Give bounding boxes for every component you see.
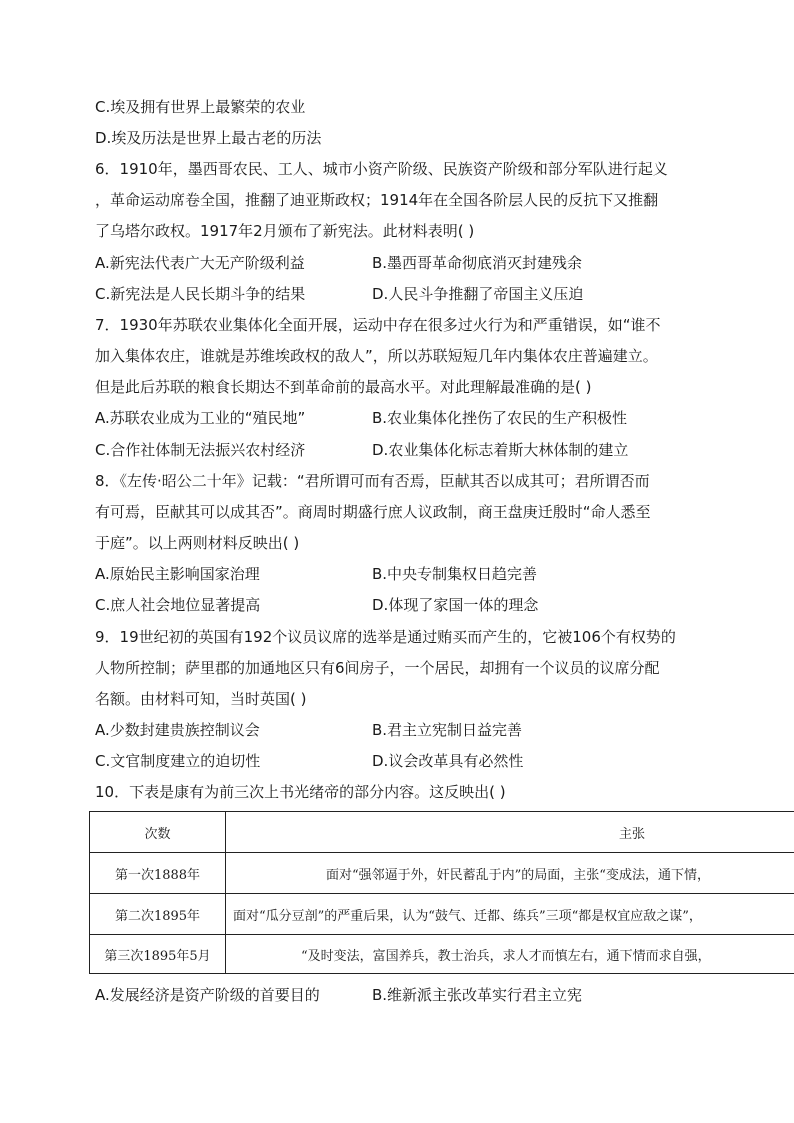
q9-stem-line-3: 名额。由材料可知，当时英国( ) (95, 690, 307, 708)
q9-option-b: B.君主立宪制日益完善 (372, 721, 523, 739)
q7-option-a: A.苏联农业成为工业的“殖民地” (95, 409, 306, 427)
table-cell-time: 第一次1888年 (90, 853, 226, 894)
q9-option-d: D.议会改革具有必然性 (372, 752, 524, 770)
q8-option-c: C.庶人社会地位显著提高 (95, 596, 261, 614)
q7-stem-line-3: 但是此后苏联的粮食长期达不到革命前的最高水平。对此理解最准确的是( ) (95, 378, 592, 396)
q9-option-a: A.少数封建贵族控制议会 (95, 721, 260, 739)
q7-stem-line-1: 7．1930年苏联农业集体化全面开展，运动中存在很多过火行为和严重错误，如“谁不 (95, 316, 661, 334)
q6-stem-line-1: 6．1910年，墨西哥农民、工人、城市小资产阶级、民族资产阶级和部分军队进行起义 (95, 160, 668, 178)
table-cell-time: 第三次1895年5月 (90, 935, 226, 974)
q6-stem-line-2: ，革命运动席卷全国，推翻了迪亚斯政权；1914年在全国各阶层人民的反抗下又推翻 (95, 191, 659, 209)
kang-youwei-petitions-table (89, 811, 794, 974)
q6-option-a: A.新宪法代表广大无产阶级利益 (95, 254, 305, 272)
q10-stem: 10．下表是康有为前三次上书光绪帝的部分内容。这反映出( ) (95, 783, 506, 801)
q7-option-d: D.农业集体化标志着斯大林体制的建立 (372, 441, 629, 459)
q7-stem-line-2: 加入集体农庄，谁就是苏维埃政权的敌人”，所以苏联短短几年内集体农庄普遍建立。 (95, 347, 658, 365)
table-header-row (90, 812, 794, 853)
q8-option-a: A.原始民主影响国家治理 (95, 565, 260, 583)
q5-option-d: D.埃及历法是世界上最古老的历法 (95, 129, 322, 147)
table-header-count: 次数 (90, 812, 226, 853)
q9-stem-line-1: 9．19世纪初的英国有192个议员议席的选举是通过贿买而产生的，它被106个有权势的 (95, 628, 676, 646)
q7-option-c: C.合作社体制无法振兴农村经济 (95, 441, 306, 459)
q9-option-c: C.文官制度建立的迫切性 (95, 752, 261, 770)
q8-option-b: B.中央专制集权日趋完善 (372, 565, 538, 583)
table-row (90, 935, 794, 974)
table-row (90, 853, 794, 894)
q7-option-b: B.农业集体化挫伤了农民的生产积极性 (372, 409, 628, 427)
q8-stem-line-2: 有可焉，臣献其可以成其否”。商周时期盛行庶人议政制，商王盘庚迁殷时“命人悉至 (95, 503, 651, 521)
q10-option-b: B.维新派主张改革实行君主立宪 (372, 986, 583, 1004)
table-header-proposal: 主张 (226, 812, 794, 853)
q6-stem-line-3: 了乌塔尔政权。1917年2月颁布了新宪法。此材料表明( ) (95, 222, 475, 240)
table-cell-time: 第二次1895年 (90, 894, 226, 935)
q8-stem-line-1: 8．《左传·昭公二十年》记载：“君所谓可而有否焉，臣献其否以成其可；君所谓否而 (95, 472, 650, 490)
q9-stem-line-2: 人物所控制；萨里郡的加通地区只有6间房子，一个居民，却拥有一个议员的议席分配 (95, 659, 660, 677)
q8-option-d: D.体现了家国一体的理念 (372, 596, 539, 614)
q10-option-a: A.发展经济是资产阶级的首要目的 (95, 986, 320, 1004)
q5-option-c: C.埃及拥有世界上最繁荣的农业 (95, 98, 306, 116)
q6-option-b: B.墨西哥革命彻底消灭封建残余 (372, 254, 583, 272)
q8-stem-line-3: 于庭”。以上两则材料反映出( ) (95, 534, 300, 552)
table-cell-content: 面对“瓜分豆剖”的严重后果，认为“鼓气、迁都、练兵”三项“都是权宜应敌之谋”， (226, 894, 794, 935)
q6-option-d: D.人民斗争推翻了帝国主义压迫 (372, 285, 584, 303)
table-cell-content: 面对“强邻逼于外，奸民蓄乱于内”的局面，主张“变成法，通下情， (226, 853, 794, 894)
table-cell-content: “及时变法，富国养兵，教士治兵，求人才而慎左右，通下情而求自强， (226, 935, 794, 974)
q6-option-c: C.新宪法是人民长期斗争的结果 (95, 285, 306, 303)
table-row (90, 894, 794, 935)
